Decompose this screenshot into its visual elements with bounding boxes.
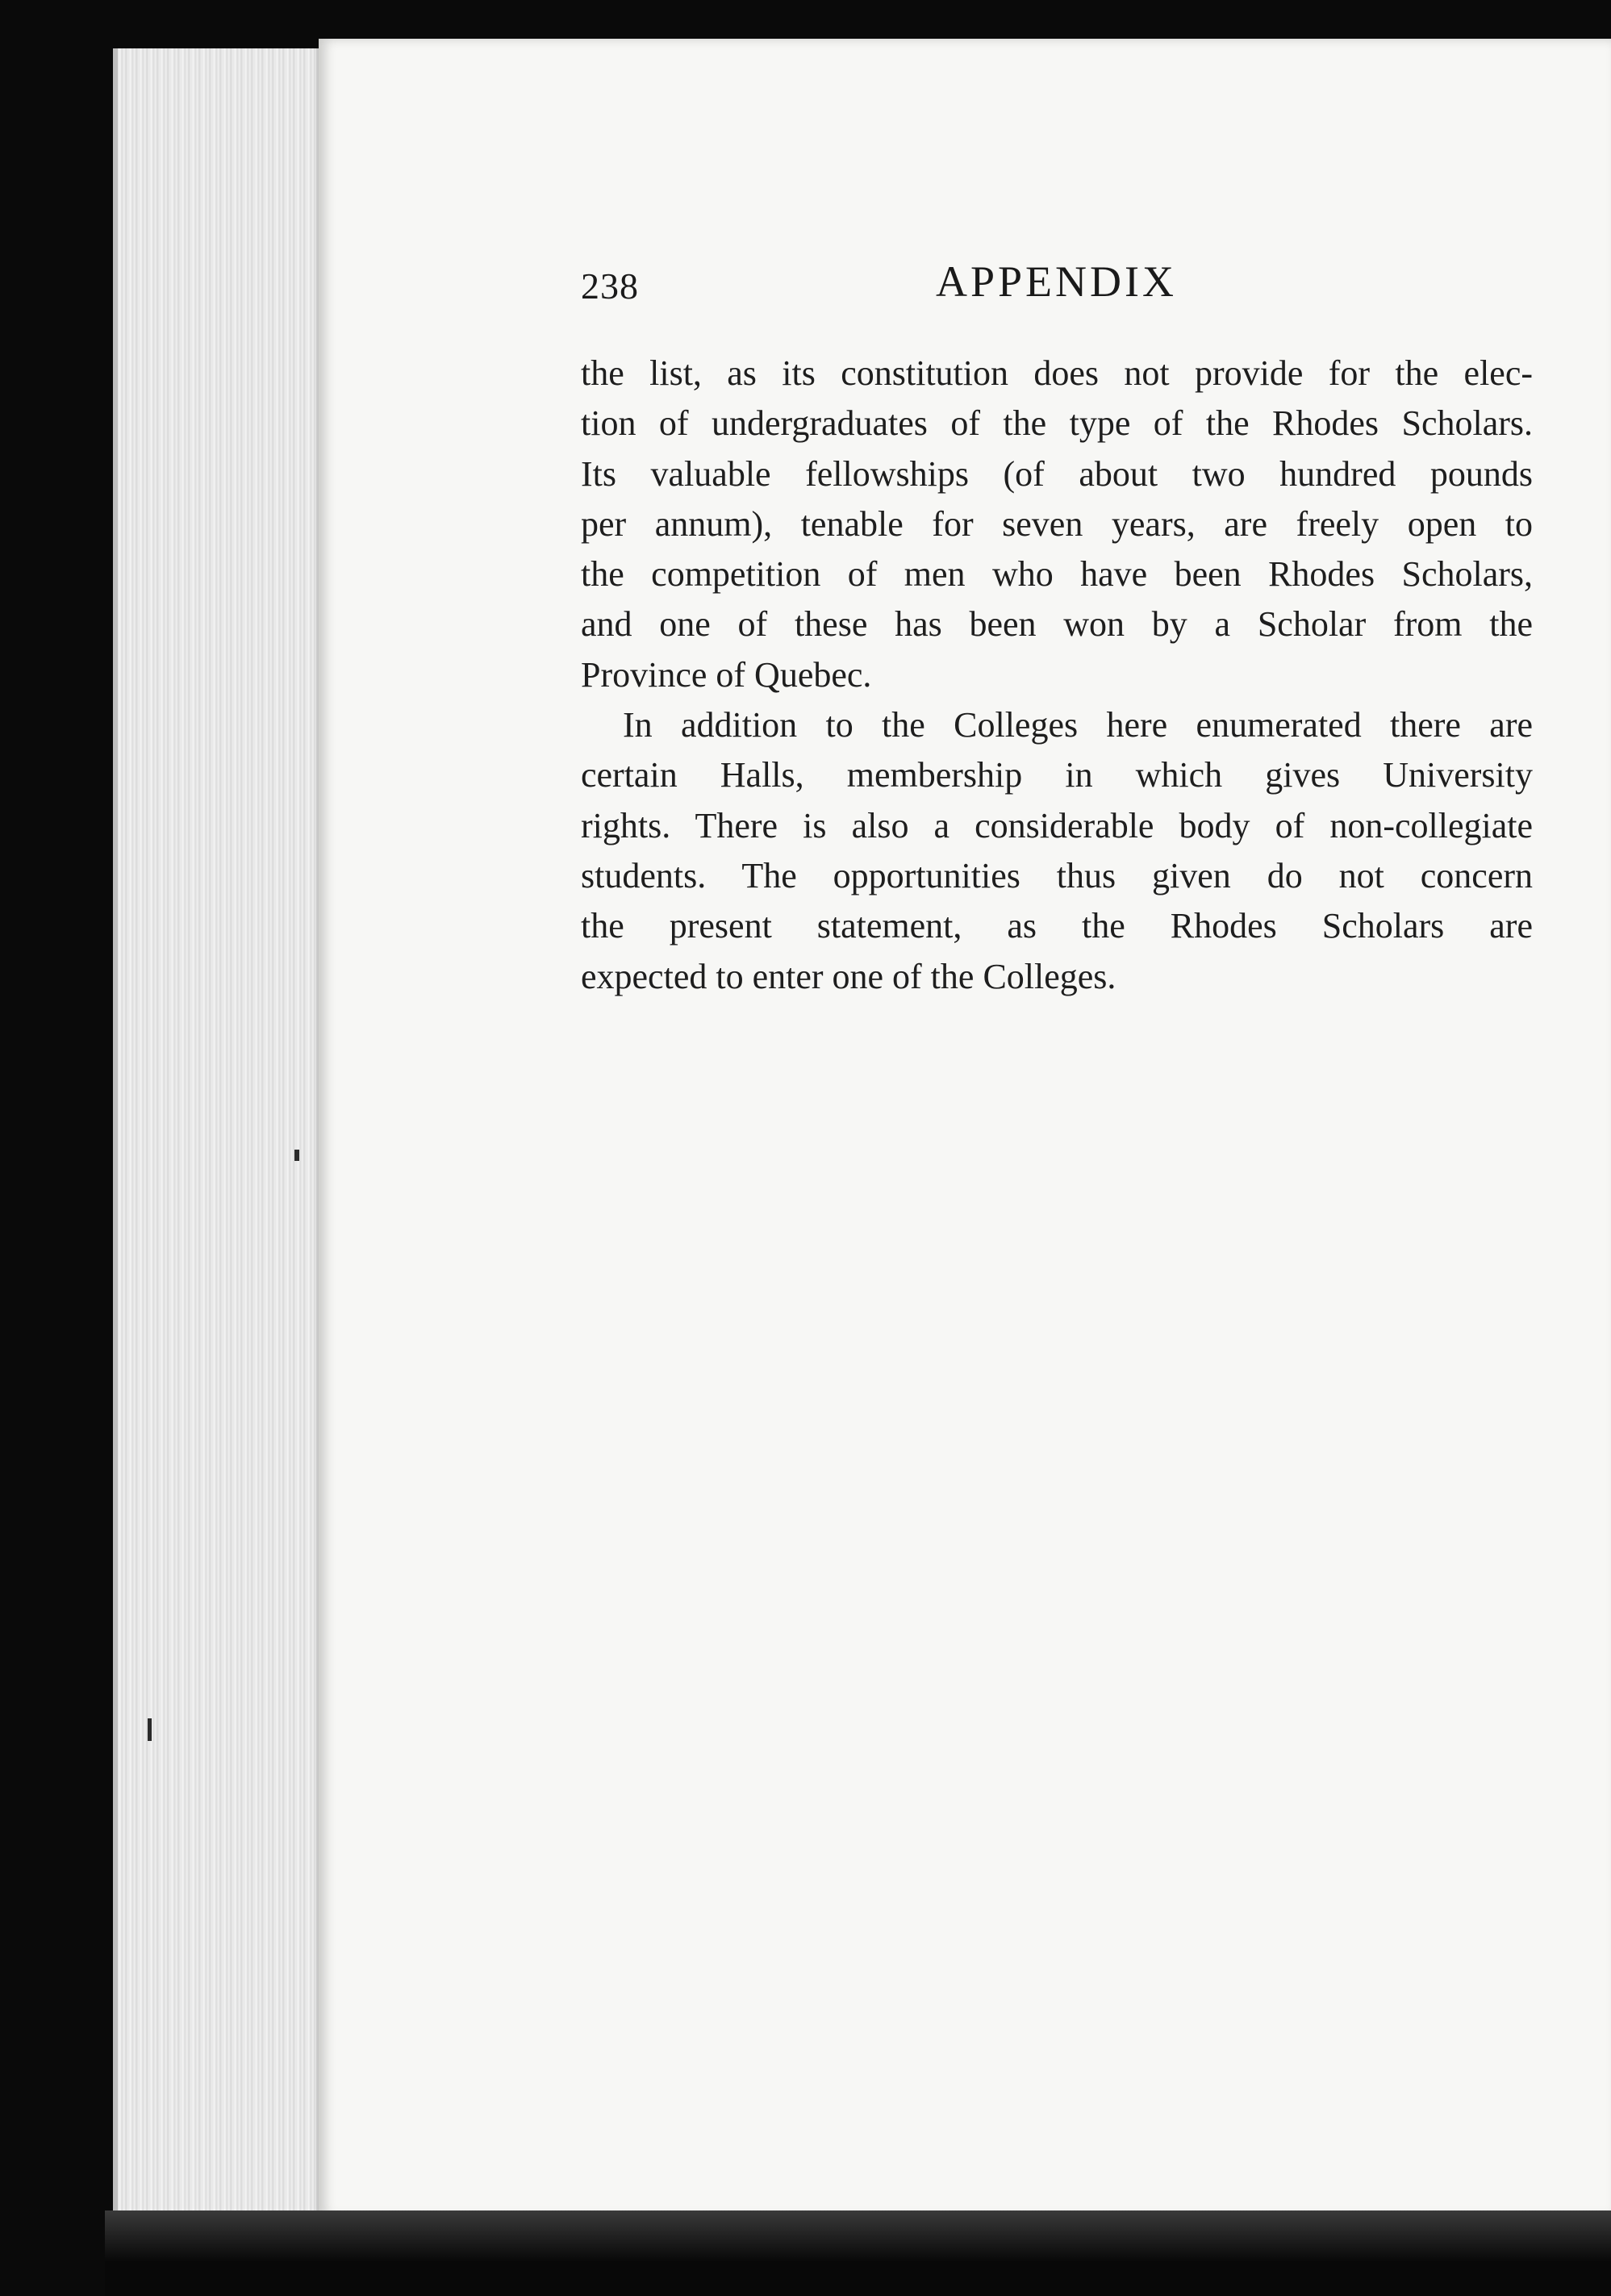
text-line: certain Halls, membership in which gives University <box>581 755 1533 795</box>
edge-speck <box>148 1718 152 1741</box>
text-line: expected to enter one of the Colleges. <box>581 956 1116 996</box>
paragraph <box>581 349 1533 700</box>
text-line: the competition of men who have been Rhodes Scholars, <box>581 554 1533 595</box>
body-text <box>581 349 1533 1002</box>
text-line: rights. There is also a considerable body of non-collegiate <box>581 805 1533 845</box>
text-line: per annum), tenable for seven years, are freely open to <box>581 503 1533 544</box>
bottom-shadow <box>105 2210 1611 2296</box>
running-head: APPENDIX <box>936 257 1178 306</box>
paragraph <box>581 700 1533 1002</box>
page-header <box>581 257 1509 321</box>
text-line: and one of these has been won by a Scholar from the <box>581 604 1533 645</box>
text-line: the list, as its constitution does not provide for the elec- <box>581 353 1533 393</box>
text-line: In addition to the Colleges here enumerated there are <box>623 705 1533 745</box>
text-line: Its valuable fellowships (of about two hundred pounds <box>581 453 1533 494</box>
page-edges <box>113 48 328 2243</box>
text-line: tion of undergraduates of the type of the Rhodes Scholars. <box>581 403 1533 444</box>
text-line: Province of Quebec. <box>581 654 872 695</box>
page-number: 238 <box>581 265 639 307</box>
text-line: students. The opportunities thus given do not concern <box>581 855 1533 895</box>
edge-speck <box>294 1150 299 1161</box>
text-line: the present statement, as the Rhodes Scholars are <box>581 906 1533 946</box>
